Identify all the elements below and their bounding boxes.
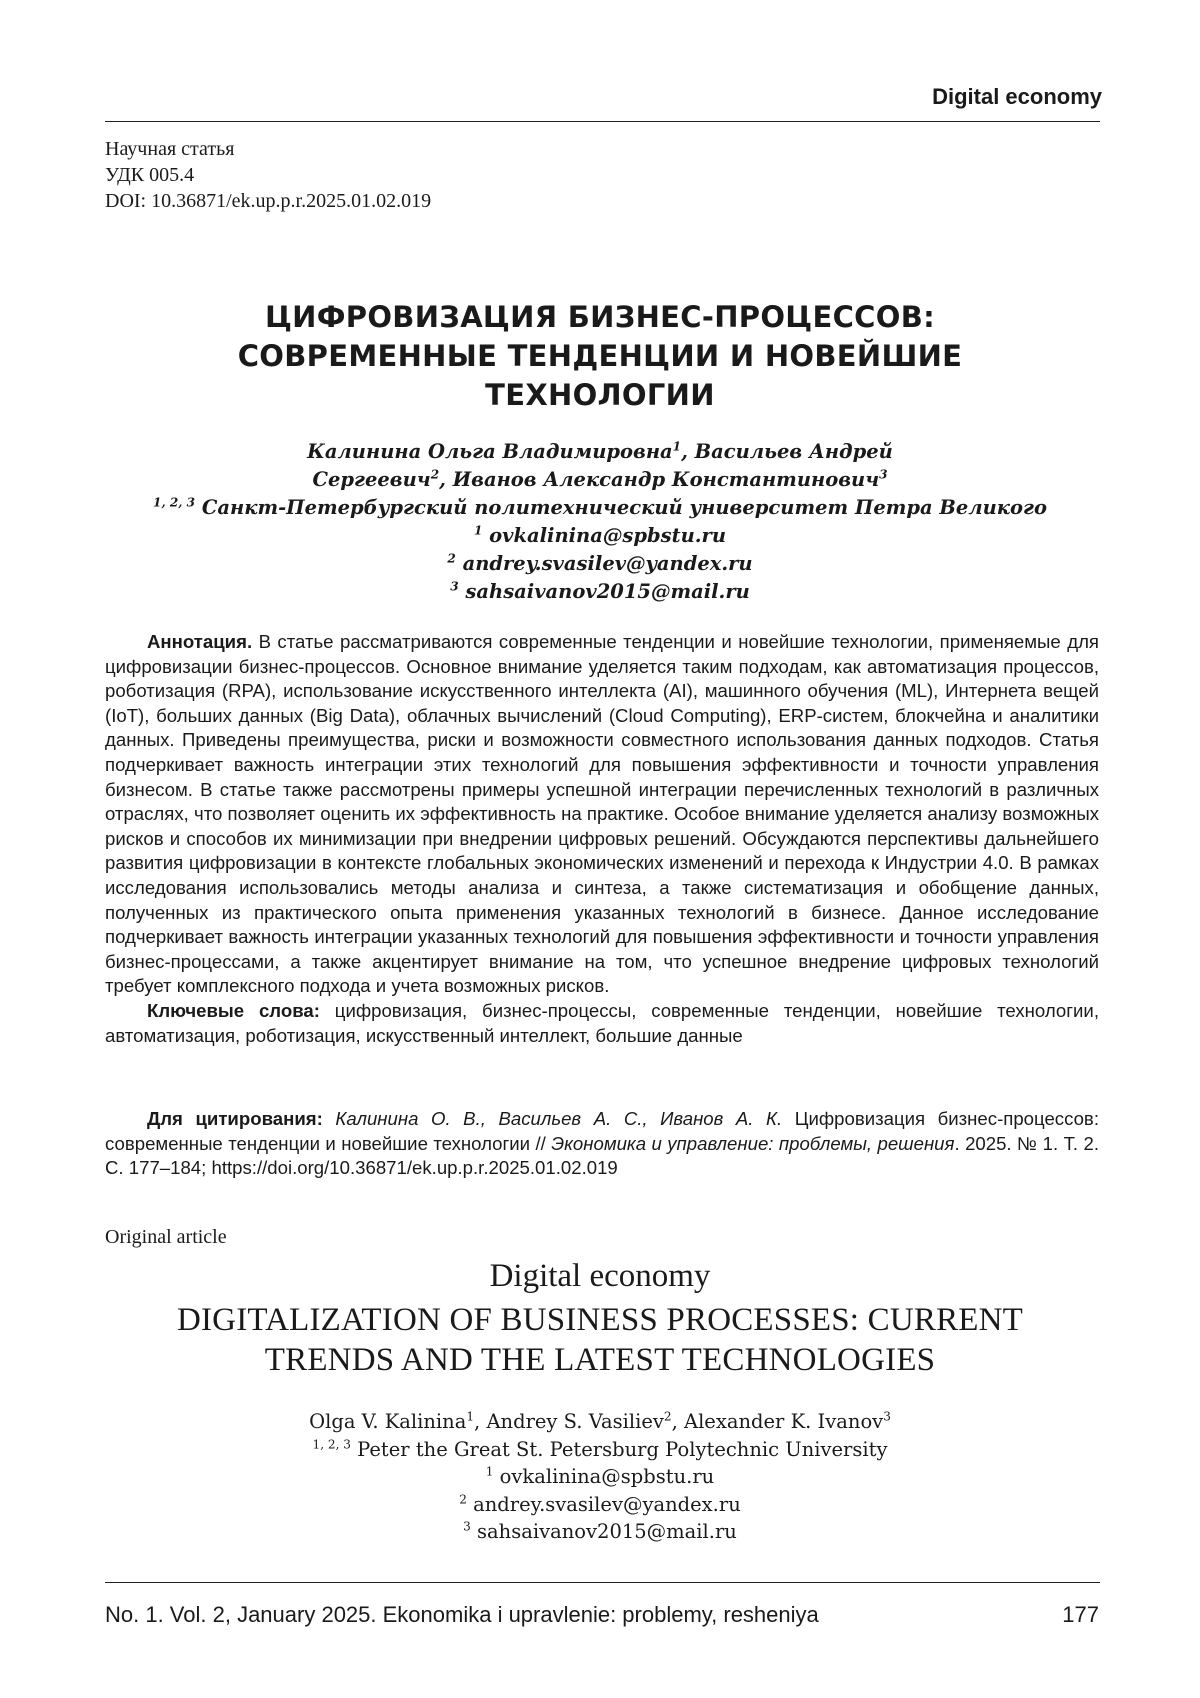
author-name: Olga V. Kalinina [309, 1410, 467, 1433]
author-line [100, 1408, 1100, 1436]
article-type-english: Original article [105, 1226, 227, 1248]
email-line [100, 1463, 1100, 1491]
email-mark: 3 [463, 1519, 471, 1534]
author-affil-mark: 2 [663, 1409, 672, 1424]
email-line [100, 522, 1100, 550]
email-text: ovkalinina@spbstu.ru [482, 524, 727, 547]
citation-paragraph [105, 1107, 1099, 1181]
abstract-paragraph [105, 630, 1099, 999]
doi: DOI: 10.36871/ek.up.p.r.2025.01.02.019 [105, 190, 432, 212]
article-type: Научная статья [105, 138, 235, 160]
email-text: sahsaivanov2015@mail.ru [458, 580, 750, 603]
author-affil-mark: 1 [466, 1409, 475, 1424]
affil-mark: 1, 2, 3 [312, 1437, 351, 1451]
citation-block [105, 1107, 1099, 1181]
title-line: ТЕХНОЛОГИИ [485, 378, 715, 412]
email-text: andrey.svasilev@yandex.ru [466, 1492, 741, 1516]
author-line [100, 438, 1100, 466]
keywords-paragraph [105, 999, 1099, 1048]
footer-journal: No. 1. Vol. 2, January 2025. Ekonomika i upravlenie: problemy, resheniya [105, 1602, 819, 1627]
authors-english [100, 1408, 1100, 1546]
title-line: TRENDS AND THE LATEST TECHNOLOGIES [264, 1342, 936, 1378]
citation-authors: Калинина О. В., Васильев А. С., Иванов А. К. [322, 1108, 783, 1129]
email-line [100, 1518, 1100, 1546]
author-affil-mark: 3 [879, 467, 888, 482]
title-line: DIGITALIZATION OF BUSINESS PROCESSES: CURRENT [176, 1302, 1024, 1338]
citation-journal: Экономика и управление: проблемы, решения [551, 1132, 955, 1154]
author-name: Калинина Ольга Владимировна [307, 440, 673, 463]
author-name: Сергеевич [312, 468, 431, 491]
citation-label: Для цитирования: [147, 1108, 323, 1129]
author-name: , Andrey S. Vasiliev [474, 1410, 664, 1433]
footer-rule [105, 1582, 1100, 1583]
affiliation-text: Peter the Great St. Petersburg Polytechnic University [350, 1437, 888, 1461]
page-footer [105, 1602, 1099, 1628]
affiliation [100, 1436, 1100, 1464]
keywords-text: цифровизация, бизнес-процессы, современные тенденции, новейшие технологии, автоматизация, роботизация, искусственный интеллект, большие данные [105, 999, 1099, 1046]
email-mark: 1 [485, 1464, 494, 1479]
email-text: andrey.svasilev@yandex.ru [455, 552, 753, 575]
email-text: ovkalinina@spbstu.ru [493, 1465, 715, 1488]
email-text: sahsaivanov2015@mail.ru [470, 1520, 737, 1543]
abstract-block [105, 630, 1099, 1048]
author-affil-mark: 2 [430, 467, 440, 482]
page-number: 177 [1062, 1602, 1099, 1627]
email-line [100, 1491, 1100, 1519]
running-head-section: Digital economy [932, 84, 1102, 109]
title-line: СОВРЕМЕННЫЕ ТЕНДЕНЦИИ И НОВЕЙШИЕ [237, 339, 963, 373]
abstract-label: Аннотация. [147, 631, 253, 652]
affiliation-text: Санкт-Петербургский политехнический университет Петра Великого [195, 496, 1047, 519]
title-line: ЦИФРОВИЗАЦИЯ БИЗНЕС-ПРОЦЕССОВ: [264, 300, 936, 334]
title-english [100, 1300, 1100, 1380]
article-meta [105, 136, 431, 214]
title-russian [150, 298, 1050, 415]
author-name: , Васильев Андрей [681, 440, 893, 463]
udc-code: УДК 005.4 [105, 164, 195, 186]
section-english: Digital economy [489, 1258, 711, 1294]
author-affil-mark: 3 [883, 1409, 891, 1424]
author-line [100, 466, 1100, 494]
affil-mark: 1, 2, 3 [153, 495, 196, 510]
authors-russian [100, 438, 1100, 606]
affiliation [100, 494, 1100, 522]
citation-title: Цифровизация бизнес-процессов: современные тенденции и новейшие технологии // [105, 1108, 1099, 1154]
citation-details: . 2025. № 1. Т. 2. С. 177–184; https://doi.org/10.36871/ek.up.p.r.2025.01.02.019 [105, 1132, 1100, 1179]
email-line [100, 578, 1100, 606]
author-affil-mark: 1 [672, 439, 682, 454]
email-mark: 3 [450, 579, 459, 594]
email-mark: 1 [473, 523, 483, 538]
email-line [100, 550, 1100, 578]
author-name: , Alexander K. Ivanov [671, 1410, 884, 1433]
header-rule [105, 121, 1100, 122]
abstract-text: В статье рассматриваются современные тенденции и новейшие технологии, применяемые для цифровизации бизнес-процессов. Основное внимание уделяется таким подходам, как автоматизация процессов, роботизация (RPA), использование искусственного интеллекта (AI), машинного обучения (ML), Интернета вещей (IoT), больших данных (Big Data), облачных вычислений (Cloud Computing), ERP-систем, блокчейна и аналитики данных. Приведены преимущества, риски и возможности совместного использования данных подходов. Статья подчеркивает важность интеграции этих технологий для повышения эффективности и точности управления бизнесом. В статье также рассмотрены примеры успешной интеграции перечисленных технологий в различных отраслях, что позволяет оценить их эффективность на практике. Особое внимание уделяется анализу возможных рисков и способов их минимизации при внедрении цифровых решений. Обсуждаются перспективы дальнейшего развития цифровизации в контексте глобальных экономических изменений и перехода к Индустрии 4.0. В рамках исследования использовались методы анализа и синтеза, а также систематизация и обобщение данных, полученных из практического опыта применения указанных технологий в бизнесе. Данное исследование подчеркивает важность интеграции указанных технологий для повышения эффективности и точности управления бизнес-процессами, а также акцентирует внимание на том, что успешное внедрение цифровых технологий требует комплексного подхода и учета возможных рисков. [105, 631, 1099, 997]
author-name: , Иванов Александр Константинович [439, 468, 880, 491]
email-mark: 2 [459, 1492, 467, 1506]
keywords-label: Ключевые слова: [147, 999, 320, 1021]
email-mark: 2 [447, 551, 456, 566]
